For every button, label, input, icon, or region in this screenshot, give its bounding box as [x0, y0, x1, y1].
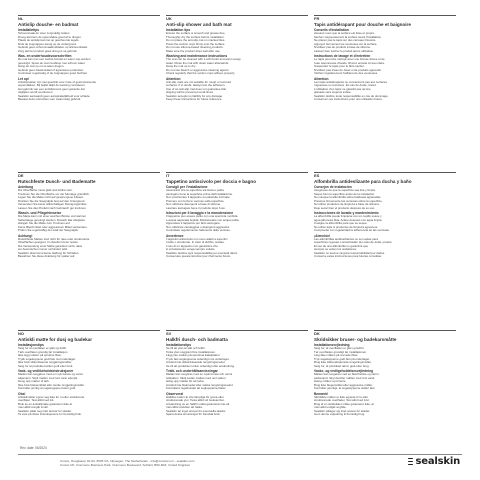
subsection-heading: Anleitung	[18, 185, 34, 189]
instruction-line: Antislipmatten zijn niet geschikt voor ruwe of gestructureerde	[18, 80, 96, 84]
instruction-line: Suspendez le tapis pour le faire sécher.	[314, 65, 365, 68]
instruction-line: Legen Sie die Matte nicht auf gesprungene Fliesen.	[18, 196, 85, 199]
language-code: SV	[166, 330, 308, 337]
instruction-line: Sørg for, at produktet tørrer godt efter brug.	[314, 364, 370, 368]
instruction-line: Sealskin påtager sig intet ansvar for skader.	[314, 409, 371, 413]
instruction-line: Keine Bleichmittel oder aggressiven Mittel verwenden.	[18, 225, 88, 229]
instruction-line: Il tappetino può essere pulito con una spazzola morbida	[166, 215, 238, 218]
instruction-line: Kontroller jevnlig at sugekoppene fester godt.	[18, 387, 77, 390]
instruction-line: La alfombrilla puede limpiarse con un cepillo suave y	[314, 215, 382, 218]
instruction-line: Controleer regelmatig of de zuignappen goed hechten.	[18, 72, 88, 75]
subsection-heading: Washing and maintenance instructions	[166, 54, 228, 58]
instruction-line: Heng opp matten til tørk.	[18, 380, 50, 383]
instruction-line: Le tapis peut être nettoyé avec une brosse douce et de	[314, 58, 385, 61]
instruction-line: Hæng måtten op til tørre.	[314, 380, 347, 383]
language-block-uk	[166, 15, 314, 165]
language-block-no	[18, 330, 166, 480]
instruction-line: Bewahren Sie diese Anleitung für später auf.	[18, 255, 76, 258]
instruction-line: Las alfombrillas antideslizantes no son aptas para	[314, 237, 378, 241]
subsection-heading: Was- en onderhoudsvoorschriften	[18, 54, 72, 58]
instruction-line: Het gebruik van een antislipmat is geen garantie dat	[18, 87, 85, 91]
language-code: DE	[18, 172, 160, 179]
instruction-line: Ta vare på disse instruksjonene for fremtidig bruk.	[18, 413, 82, 416]
subsection-heading: Instructions de lavage et d'entretien	[314, 54, 371, 58]
instruction-line: Antisklimatter egner seg ikke for ru eller strukturerte	[18, 395, 85, 399]
instruction-line: Check regularly that the suction cups adhere properly.	[166, 72, 236, 75]
instruction-line: man altid undgår at glide.	[314, 406, 347, 409]
instruction-line: Torka ytan noggrant före installationen.	[166, 350, 216, 354]
section-title: Tappetino antiscivolo per doccia e bagno	[166, 179, 257, 184]
language-code: UK	[166, 15, 308, 22]
section-title: Alfombrilla antideslizante para ducha y baño	[314, 179, 412, 184]
language-code: IT	[166, 172, 308, 179]
instruction-line: Bewaar deze instructies voor toekomstig gebruik.	[18, 98, 81, 101]
instruction-line: lo scivolamento venga sempre evitato.	[166, 248, 216, 251]
instruction-line: Press the suction cups firmly onto the surface.	[166, 42, 226, 46]
instruction-line: Conservez ces instructions pour une utilisation future.	[314, 98, 383, 101]
subsection-heading: Vask- og vedlikeholdsinstruksjoner	[18, 369, 74, 373]
instruction-line: Tryk sugekopperne godt fast på underlaget.	[314, 357, 370, 361]
instruction-line: Kontrollera regelbundet att sugkopparna fäster.	[166, 387, 227, 390]
instruction-line: superficies rugosas o texturizadas. En caso de duda, pruebe.	[314, 241, 393, 244]
instruction-line: Gebruik geen schoonmaakmiddelen op siliconenbasis.	[18, 46, 88, 49]
language-code: NO	[18, 330, 160, 337]
instruction-line: Drücken Sie die Saugnäpfe fest auf den Untergrund.	[18, 199, 86, 203]
subsection-heading: Installasjonstips	[18, 343, 44, 347]
language-block-es	[314, 172, 462, 322]
instruction-line: Keep these instructions for future reference.	[166, 98, 223, 101]
instruction-line: L'utilisation d'un tapis ne garantit pas qu'une	[314, 87, 371, 91]
instruction-line: Gem denne vejledning til fremtidig brug.	[314, 413, 366, 416]
instruction-line: Ne placez pas le tapis sur des carreaux fissurés.	[314, 39, 377, 42]
instruction-line: Thoroughly dry the surface before installation.	[166, 35, 225, 39]
instruction-line: Häng upp mattan för att torka.	[166, 380, 205, 383]
instruction-line: agua jabonosa tibia. Aclare después con agua limpia.	[314, 218, 383, 222]
instruction-line: Prüfen Sie regelmäßig den Halt der Saugnäpfe.	[18, 229, 79, 232]
instruction-line: Trocknen Sie die Oberfläche vor der Montage gründlich.	[18, 192, 90, 196]
instruction-line: Sørg for at produktet tørker godt etter bruk.	[18, 364, 74, 368]
subsection-heading: Obs!	[18, 391, 26, 396]
instruction-line: Lägg inte mattan på spruckna kakelplattor.	[166, 354, 221, 357]
section-title: Tapis antidérapant pour douche et baignoire	[314, 22, 411, 27]
instruction-line: Hang de mat op om te laten drogen.	[18, 65, 65, 68]
instruction-line: Sealskin påtar seg intet ansvar for skader.	[18, 409, 72, 413]
instruction-line: ein Ausrutschen immer verhindert wird.	[18, 248, 68, 251]
instruction-line: l'eau savonneuse chaude. Rincez ensuite à l'eau claire.	[314, 61, 386, 65]
instruction-line: Non utilizzare detergenti a base di silicone.	[166, 203, 221, 206]
instruction-line: Rutschfeste Matten sind nicht für raue oder strukturierte	[18, 237, 90, 241]
instruction-line: Brug ikke blegemiddel eller aggressive midler.	[314, 383, 373, 387]
subsection-heading: Installationstips	[166, 343, 192, 347]
instruction-line: N'utilisez pas d'eau de Javel ni de produits agressifs.	[314, 68, 382, 72]
instruction-line: overflater. Test alltid ved tvil.	[18, 399, 55, 402]
instruction-line: Laissez bien sécher le produit après utilisation.	[314, 49, 374, 53]
instruction-line: Druk de zuignappen stevig op de ondergrond.	[18, 42, 77, 46]
subsection-heading: Observera!	[166, 391, 184, 396]
instruction-line: Lassen Sie das Produkt nach Gebrauch gut trocknen.	[18, 206, 87, 210]
instruction-line: No coloque la alfombrilla sobre baldosas agrietadas.	[314, 196, 382, 199]
instruction-line: Asegúrese de que la superficie sea lisa y limpia.	[314, 189, 376, 192]
instruction-line: El uso de una alfombrilla no garantiza que	[314, 244, 368, 248]
instruction-line: Séchez soigneusement la surface avant l'installation.	[314, 35, 382, 39]
instruction-line: Tør overfladen grundigt før installationen.	[314, 350, 367, 354]
subsection-heading: Attention	[166, 76, 181, 81]
instruction-line: Användning av en halkfri matta garanterar inte att	[166, 402, 230, 406]
instruction-line: I tappetini antiscivolo non sono adatti a superfici	[166, 237, 228, 241]
instruction-line: Gebruik geen bleekmiddel of agressieve producten.	[18, 68, 85, 72]
legal-line-2: Coram UK, Cranmore Business Park, Cranmore Boulevard, Solihull, B90 4RZ, United Kingdom	[60, 463, 191, 467]
instruction-line: Deje secar bien el producto después de su uso.	[314, 206, 376, 210]
subsection-heading: Instrucciones de lavado y mantenimiento	[314, 211, 379, 215]
instruction-line: The mat can be cleaned with a soft brush and warm soapy	[166, 58, 241, 61]
instruction-line: Seque bien la superficie antes de la instalación.	[314, 192, 376, 196]
instruction-line: glissade sera toujours évitée.	[314, 91, 352, 94]
instruction-line: e acqua saponata tiepida. Risciacquare con acqua pulita.	[166, 218, 240, 222]
legal-text	[60, 459, 194, 467]
instruction-line: Tørk overflaten grundig før installasjon.	[18, 350, 69, 354]
subsection-heading: Consejos de instalación	[314, 185, 352, 189]
instruction-line: surfaces. If in doubt, always test the adhesion.	[166, 84, 226, 87]
instruction-line: såpevann. Skyll matten med rent vann etterpå.	[18, 376, 78, 380]
instruction-line: Sealskin accepts no liability for any damage.	[166, 94, 223, 98]
subsection-heading: Conseils d'installation	[314, 28, 349, 32]
instruction-line: Non utilizzare candeggina o detergenti aggressivi.	[166, 225, 230, 229]
instruction-line: Die Matte kann mit einer weichen Bürste und warmer	[18, 215, 86, 218]
subsection-heading: Installationsvejledning	[314, 343, 350, 347]
subsection-heading: ¡Atención!	[314, 233, 331, 238]
instruction-line: Ikke legg matten på sprukne fliser.	[18, 354, 62, 357]
instruction-line: Ikke bruk blekemiddel eller sterke rengjøringsmidler.	[18, 383, 85, 387]
language-code: FR	[314, 15, 456, 22]
instruction-line: N'utilisez pas de produits à base de silicone.	[314, 46, 371, 49]
instruction-line: Ikke bruk silikonbaserte rengjøringsmidler.	[18, 361, 72, 364]
language-code: DK	[314, 330, 456, 337]
instruction-line: Assurez-vous que la surface est lisse et propre.	[314, 32, 375, 35]
instruction-line: Non posizionare il tappetino su piastrelle incrinate.	[166, 196, 231, 199]
instruction-line: L'uso di un tappetino non garantisce che	[166, 244, 218, 248]
instruction-line: man alltid undviker att halka.	[166, 406, 203, 409]
instruction-line: Appendere il tappetino per farlo asciugare.	[166, 222, 221, 225]
instruction-line: rugueuses ou texturées. En cas de doute, testez.	[314, 84, 377, 87]
subsection-heading: Attention	[314, 76, 329, 81]
subsection-heading: Wasch- und Pflegehinweise	[18, 211, 62, 215]
instruction-line: Make sure the product dries well after use.	[166, 49, 221, 53]
instruction-line: Premere con forza le ventose sulla superficie.	[166, 199, 225, 203]
section-title: Antiskli matte for dusj og badekar	[18, 337, 93, 342]
instruction-line: Använd inte blekmedel eller starka rengöringsmedel.	[166, 383, 234, 387]
subsection-heading: Istruzioni per il lavaggio e la manutenzione	[166, 211, 234, 215]
row-1	[18, 15, 462, 165]
instruction-line: strukturerede overflader. Test altid ved tvivl.	[314, 399, 370, 402]
instruction-line: Conserve estas instrucciones para futuras consultas.	[314, 255, 382, 258]
subsection-heading: Avvertenze	[166, 233, 184, 238]
instruction-line: Halkfria mattor är inte lämpliga för grova eller	[166, 395, 224, 399]
language-code: ES	[314, 172, 456, 179]
instruction-line: Skridsikre måtter er ikke egnede til ru eller	[314, 395, 368, 399]
language-block-de	[18, 172, 166, 322]
instruction-line: Do not use bleach or aggressive cleaning agents.	[166, 68, 230, 72]
instruction-line: Schoonmaak de vloer zorgvuldig maken.	[18, 32, 71, 35]
language-code: NL	[18, 15, 160, 22]
instruction-line: Se till att ytan är slät och fettfri.	[166, 347, 206, 350]
instruction-line: Die Verwendung einer Matte garantiert nicht, dass	[18, 244, 83, 248]
instruction-line: Sealskin declina ogni responsabilità per eventuali danni.	[166, 251, 238, 255]
subsection-heading: Tvätt- och underhållsanvisningar	[166, 369, 218, 373]
instruction-line: Assicurarsi che la superficie sia liscia e pulita.	[166, 189, 225, 192]
instruction-line: Trykk sugekoppene godt fast mot underlaget.	[18, 357, 76, 361]
instruction-line: uitglijden wordt voorkomen.	[18, 91, 54, 94]
instruction-line: Controllare regolarmente l'aderenza delle ventose.	[166, 229, 231, 232]
language-block-fr	[314, 15, 462, 165]
section-title: Anti-slip shower and bath mat	[166, 22, 232, 27]
instruction-line: Do not use silicone-based cleaning products.	[166, 46, 224, 49]
instruction-line: Conservare queste istruzioni per riferimento futuro.	[166, 255, 232, 258]
instruction-line: strukturerade ytor. Testa alltid vid tveksamhet.	[166, 399, 225, 402]
instruction-line: Compruebe con regularidad la adherencia de las ventosas.	[314, 229, 390, 232]
instruction-line: Kontroller jævnligt, at sugekopperne sidder fast.	[314, 387, 376, 390]
section-title: Skridsikker bruser- og badekarsmåtte	[314, 337, 397, 342]
instruction-line: Sealskin décline toute responsabilité en cas de dommage.	[314, 94, 389, 98]
instruction-line: Vérifiez régulièrement l'adhérence des ventouses.	[314, 72, 379, 75]
subsection-heading: Consigli per l'installazione	[166, 185, 208, 189]
instruction-line: Se till att produkten torkar ordentligt efter användning.	[166, 364, 235, 368]
language-block-nl	[18, 15, 166, 165]
subsection-heading: Bemærk!	[314, 391, 329, 396]
instruction-line: Sealskin no asume ninguna responsabilidad por daños.	[314, 251, 386, 255]
language-block-it	[166, 172, 314, 322]
instruction-line: Hängen Sie die Matte zum Trocknen auf.	[18, 222, 71, 225]
instruction-line: Seifenlauge gereinigt werden. Danach klar abspülen.	[18, 218, 86, 222]
instruction-line: Mattan kan rengöras med en mjuk borste och varmt	[166, 373, 233, 376]
subsection-heading: Vaske- og vedligeholdelsesvejledning	[314, 369, 374, 373]
instruction-line: tvålvatten. Skölj sedan mattan med rent vatten.	[166, 376, 227, 380]
instruction-line: Cuelgue la alfombrilla para que se seque.	[314, 222, 368, 225]
instruction-line: No utilice productos de limpieza a base de silicona.	[314, 203, 380, 206]
instruction-line: Sealskin tar inget ansvar för eventuella skador.	[166, 409, 226, 413]
instruction-line: Bruk av en antisklimatte garanterer ikke at	[18, 402, 72, 406]
instruction-line: Hang the mat up to dry.	[166, 65, 196, 68]
subsection-heading: Installatietips	[18, 28, 40, 32]
instruction-line: Do not place the anti-slip mat on cracked tiles.	[166, 39, 226, 42]
instruction-line: Måtten kan rengøres med en blød børste og varmt	[314, 373, 379, 376]
instruction-line: Læg ikke måtten på revnede fliser.	[314, 354, 359, 357]
instruction-line: Ensure the surface is smooth and grease-free.	[166, 32, 226, 35]
instruction-line: Lasciare asciugare bene il prodotto dopo l'uso.	[166, 206, 226, 210]
instruction-line: Tryck fast sugkopparna ordentligt mot underlaget.	[166, 357, 230, 361]
subsection-heading: Achtung!	[18, 233, 33, 238]
section-title: Halkfri dusch- och badmatta	[166, 337, 228, 342]
instruction-line: Sørg for, at overfladen er glat og fedtfri.	[314, 347, 365, 350]
instruction-line: oppervlakken. Bij twijfel altijd de werking controleren.	[18, 84, 86, 87]
brand-name: sealskin	[415, 456, 460, 467]
instruction-line: Verwenden Sie keine silikonhaltigen Reinigungsmittel.	[18, 203, 88, 206]
wave-icon	[408, 458, 414, 466]
instruction-line: Plaats de antislipmat niet op gescheurde tegels.	[18, 39, 80, 42]
instruction-line: Spara dessa anvisningar för framtida bruk.	[166, 413, 221, 416]
legal-line-1: Coram, Hoogkamp 91-93, 6545 CA, Nijmegen, The Netherlands - info@coramco.nl - sealskin.com	[60, 459, 195, 463]
subsection-heading: Installation tips	[166, 28, 191, 32]
instruction-line: sæbevand. Skyl derefter måtten med rent vand.	[314, 376, 376, 380]
row-2	[18, 172, 462, 322]
subsection-heading: Let op!	[18, 76, 29, 81]
instruction-line: water. Rinse the mat with clean water afterwards.	[166, 61, 229, 65]
row-3	[18, 330, 462, 480]
instruction-line: Använd inte silikonbaserade rengöringsmedel.	[166, 361, 226, 364]
section-title: Rutschfeste Dusch- und Badematte	[18, 179, 96, 184]
instruction-line: Brug af en skridsikker måtte garanterer ikke, at	[314, 402, 374, 406]
instruction-line: siempre se eviten los resbalones.	[314, 248, 357, 251]
instruction-line: Sørg for at overflaten er glatt og fettfri.	[18, 347, 67, 350]
instruction-line: Brug ikke silikonebaserede rengøringsmidler.	[314, 361, 372, 364]
instruction-line: No utilice lejía ni productos de limpieza agresivos.	[314, 225, 378, 229]
instruction-line: Asciugare bene la superficie prima dell'installazione.	[166, 192, 233, 196]
instruction-line: gereinigd. Spoel de mat na afloop met schoon water.	[18, 61, 86, 65]
language-block-sv	[166, 330, 314, 480]
instruction-line: Droog alvorens de oppervlakte goed af te drogen.	[18, 35, 82, 39]
instruction-line: Use of an anti-slip mat does not guarantee that	[166, 87, 227, 91]
instruction-line: Sealskin übernimmt keine Haftung für Schäden.	[18, 251, 80, 255]
brand-logo	[408, 456, 460, 467]
section-title: Antislip douche- en badmat	[18, 22, 79, 27]
revision-date: Rev. date: 06/2024	[20, 446, 47, 450]
instruction-line: Die Oberfläche muss glatt und fettfrei sein.	[18, 189, 73, 192]
instruction-line: Sealskin aanvaardt geen aansprakelijkheid voor schade.	[18, 94, 91, 98]
instruction-line: Les tapis antidérapants ne conviennent pas aux surfaces	[314, 80, 387, 84]
instruction-line: Zorg dat het product goed droog is na gebruik.	[18, 49, 78, 53]
instruction-line: ruvide o strutturate. In caso di dubbio, testare.	[166, 241, 225, 244]
instruction-line: slipping will be prevented at all times.	[166, 91, 214, 94]
instruction-line: Anti-slip mats are not suitable for rough or textured	[166, 80, 231, 84]
instruction-line: Presione firmemente las ventosas sobre la superficie.	[314, 199, 383, 203]
instruction-line: De mat kan met een zachte borstel en warm sop worden	[18, 58, 91, 61]
instruction-line: Matten kan rengjøres med en myk børste og varmt	[18, 373, 83, 376]
instruction-line: Oberflächen geeignet. Im Zweifel immer testen.	[18, 241, 79, 244]
instruction-line: man alltid unngår å skli.	[18, 406, 49, 409]
instruction-line: Appuyez fermement les ventouses sur la surface.	[314, 42, 378, 46]
footer-divider	[18, 454, 462, 455]
